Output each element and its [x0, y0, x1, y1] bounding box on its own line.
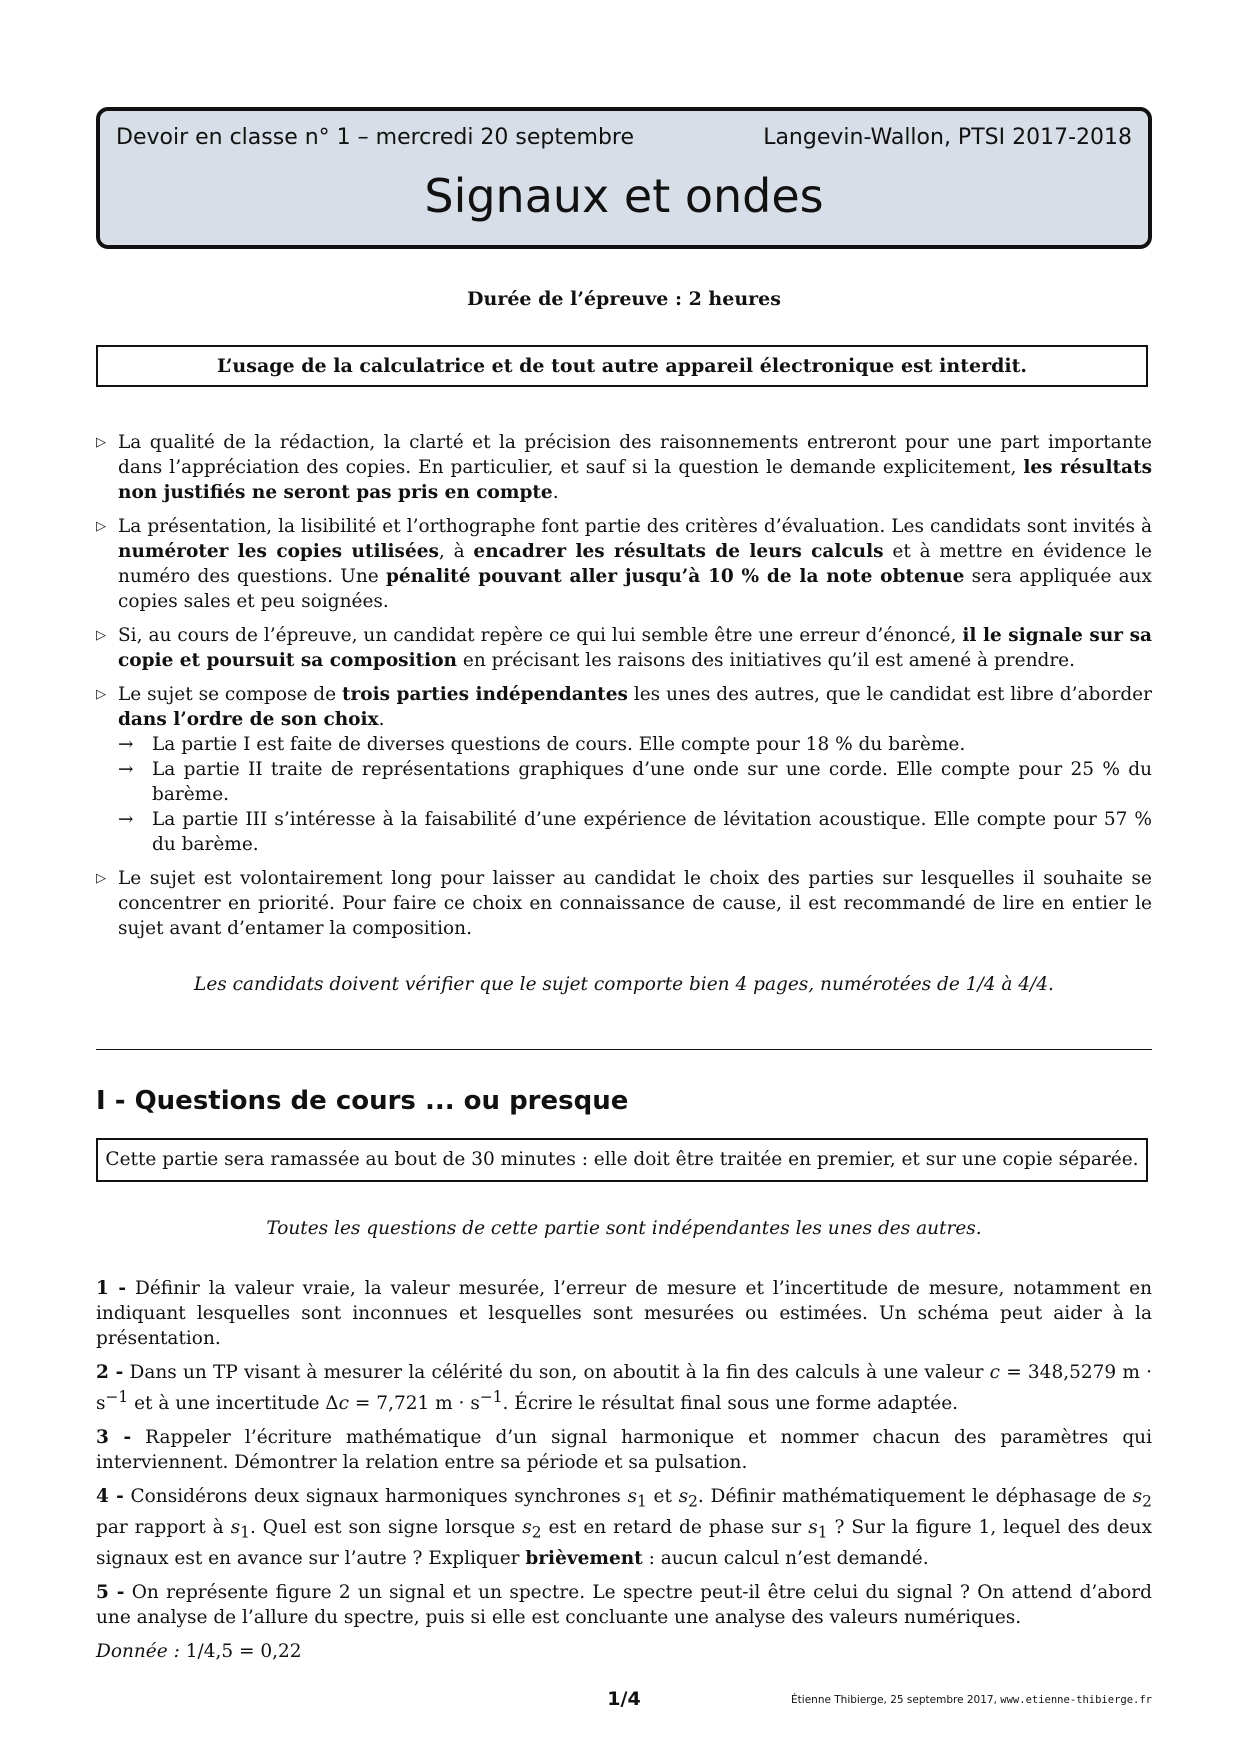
question-3: 3 - Rappeler l’écriture mathématique d’un signal harmonique et nommer chacun des paramètres qui interviennent. Démontrer la relation entre sa période et sa pulsation. — [96, 1427, 1152, 1474]
rule-item: ▷ Le sujet se compose de trois parties indépendantes les unes des autres, que le candidat est libre d’aborder dans l’ordre de son choix. → La partie I est faite de diverses questions de cours. Elle compte pour 18 % du barème. → La partie II traite de représentations graphiques d’une onde sur une corde. Elle compte pour 25 % du barème. → La partie III s’intéresse à la faisabilité d’une expérience de lévitation acoustique. Elle compte pour 57 % du barème. — [96, 684, 1152, 855]
sub-item: → La partie III s’intéresse à la faisabilité d’une expérience de lévitation acoustique. Elle compte pour 57 % du barème. — [118, 809, 1152, 855]
footer-author: Étienne Thibierge, 25 septembre 2017, www.etienne-thibierge.fr — [791, 1694, 1152, 1706]
section-title: I - Questions de cours ... ou presque — [96, 1086, 629, 1116]
questions-list — [96, 1276, 1152, 1664]
triangle-right-icon: ▷ — [96, 519, 106, 534]
page-count-check: Les candidats doivent vérifier que le sujet comporte bien 4 pages, numérotées de 1/4 à 4/4. — [194, 974, 1054, 995]
divider — [96, 1049, 1152, 1050]
page-title: Signaux et ondes — [424, 169, 824, 223]
exam-info: Devoir en classe n° 1 – mercredi 20 septembre — [116, 125, 635, 150]
author-url[interactable]: www.etienne-thibierge.fr — [1000, 1694, 1152, 1706]
question-1: 1 - Définir la valeur vraie, la valeur mesurée, l’erreur de mesure et l’incertitude de mesure, notamment en indiquant lesquelles sont inconnues et lesquelles sont mesurées ou estimées. Un schéma peut aider à la présentation. — [96, 1278, 1152, 1349]
duration: Durée de l’épreuve : 2 heures — [467, 288, 781, 310]
rule-item: ▷ La présentation, la lisibilité et l’orthographe font partie des critères d’évaluation. Les candidats sont invités à numéroter les copies utilisées, à encadrer les résultats de leurs calculs et à mettre en évidence le numéro des questions. Une pénalité pouvant aller jusqu’à 10 % de la note obtenue sera appliquée aux copies sales et peu soignées. — [96, 516, 1153, 612]
question-2: 2 - Dans un TP visant à mesurer la célérité du son, on aboutit à la fin des calculs à une valeur c = 348,5279 $m \cdot s^{-1}$ et à une incertitude Δc = 7,721 $m \cdot s^{-1}$. Écrire le résultat final sous une forme adaptée. — [96, 1362, 1152, 1415]
rule-item: ▷ Si, au cours de l’épreuve, un candidat repère ce qui lui semble être une erreur d’énoncé, il le signale sur sa copie et poursuit sa composition en précisant les raisons des initiatives qu’il est amené à prendre. — [96, 625, 1152, 671]
triangle-right-icon: ▷ — [96, 628, 106, 643]
arrow-right-icon: → — [118, 759, 134, 780]
triangle-right-icon: ▷ — [96, 687, 106, 702]
sub-item: → La partie II traite de représentations graphiques d’une onde sur une corde. Elle compte pour 25 % du barème. — [118, 759, 1152, 805]
triangle-right-icon: ▷ — [96, 871, 106, 886]
triangle-right-icon: ▷ — [96, 435, 106, 450]
question-4: 4 - Considérons deux signaux harmoniques synchrones $s_1$ et $s_2$. Définir mathématiquement le déphasage de $s_2$ par rapport à $s_1$. Quel est son signe lorsque $s_2$ est en retard de phase sur $s_1$ ? Sur la figure 1, lequel des deux signaux est en avance sur l’autre ? Expliquer brièvement : aucun calcul n’est demandé. — [96, 1486, 1153, 1569]
page-number: 1/4 — [607, 1688, 641, 1710]
rule-item: ▷ La qualité de la rédaction, la clarté et la précision des raisonnements entreront pour une part importante dans l’appréciation des copies. En particulier, et sauf si la question le demande explicitement, les résultats non justifiés ne seront pas pris en compte. — [96, 432, 1152, 503]
arrow-right-icon: → — [118, 809, 134, 830]
independence-note: Toutes les questions de cette partie sont indépendantes les unes des autres. — [266, 1218, 982, 1239]
school-info: Langevin-Wallon, PTSI 2017-2018 — [763, 125, 1132, 150]
calculator-notice: L’usage de la calculatrice et de tout autre appareil électronique est interdit. — [96, 345, 1148, 387]
header-box — [96, 107, 1152, 249]
section-note: Cette partie sera ramassée au bout de 30 minutes : elle doit être traitée en premier, et sur une copie séparée. — [96, 1138, 1148, 1182]
rule-item: ▷ Le sujet est volontairement long pour laisser au candidat le choix des parties sur lesquelles il souhaite se concentrer en priorité. Pour faire ce choix en connaissance de cause, il est recommandé de lire en entier le sujet avant d’entamer la composition. — [96, 868, 1152, 939]
arrow-right-icon: → — [118, 734, 134, 755]
sub-item: → La partie I est faite de diverses questions de cours. Elle compte pour 18 % du barème. — [118, 734, 966, 755]
given-data: Donnée : 1/4,5 = 0,22 — [96, 1640, 302, 1662]
question-5: 5 - On représente figure 2 un signal et un spectre. Le spectre peut-il être celui du signal ? On attend d’abord une analyse de l’allure du spectre, puis si elle est concluante une analyse des valeurs numériques. — [96, 1581, 1152, 1628]
rules-list — [96, 430, 1152, 950]
